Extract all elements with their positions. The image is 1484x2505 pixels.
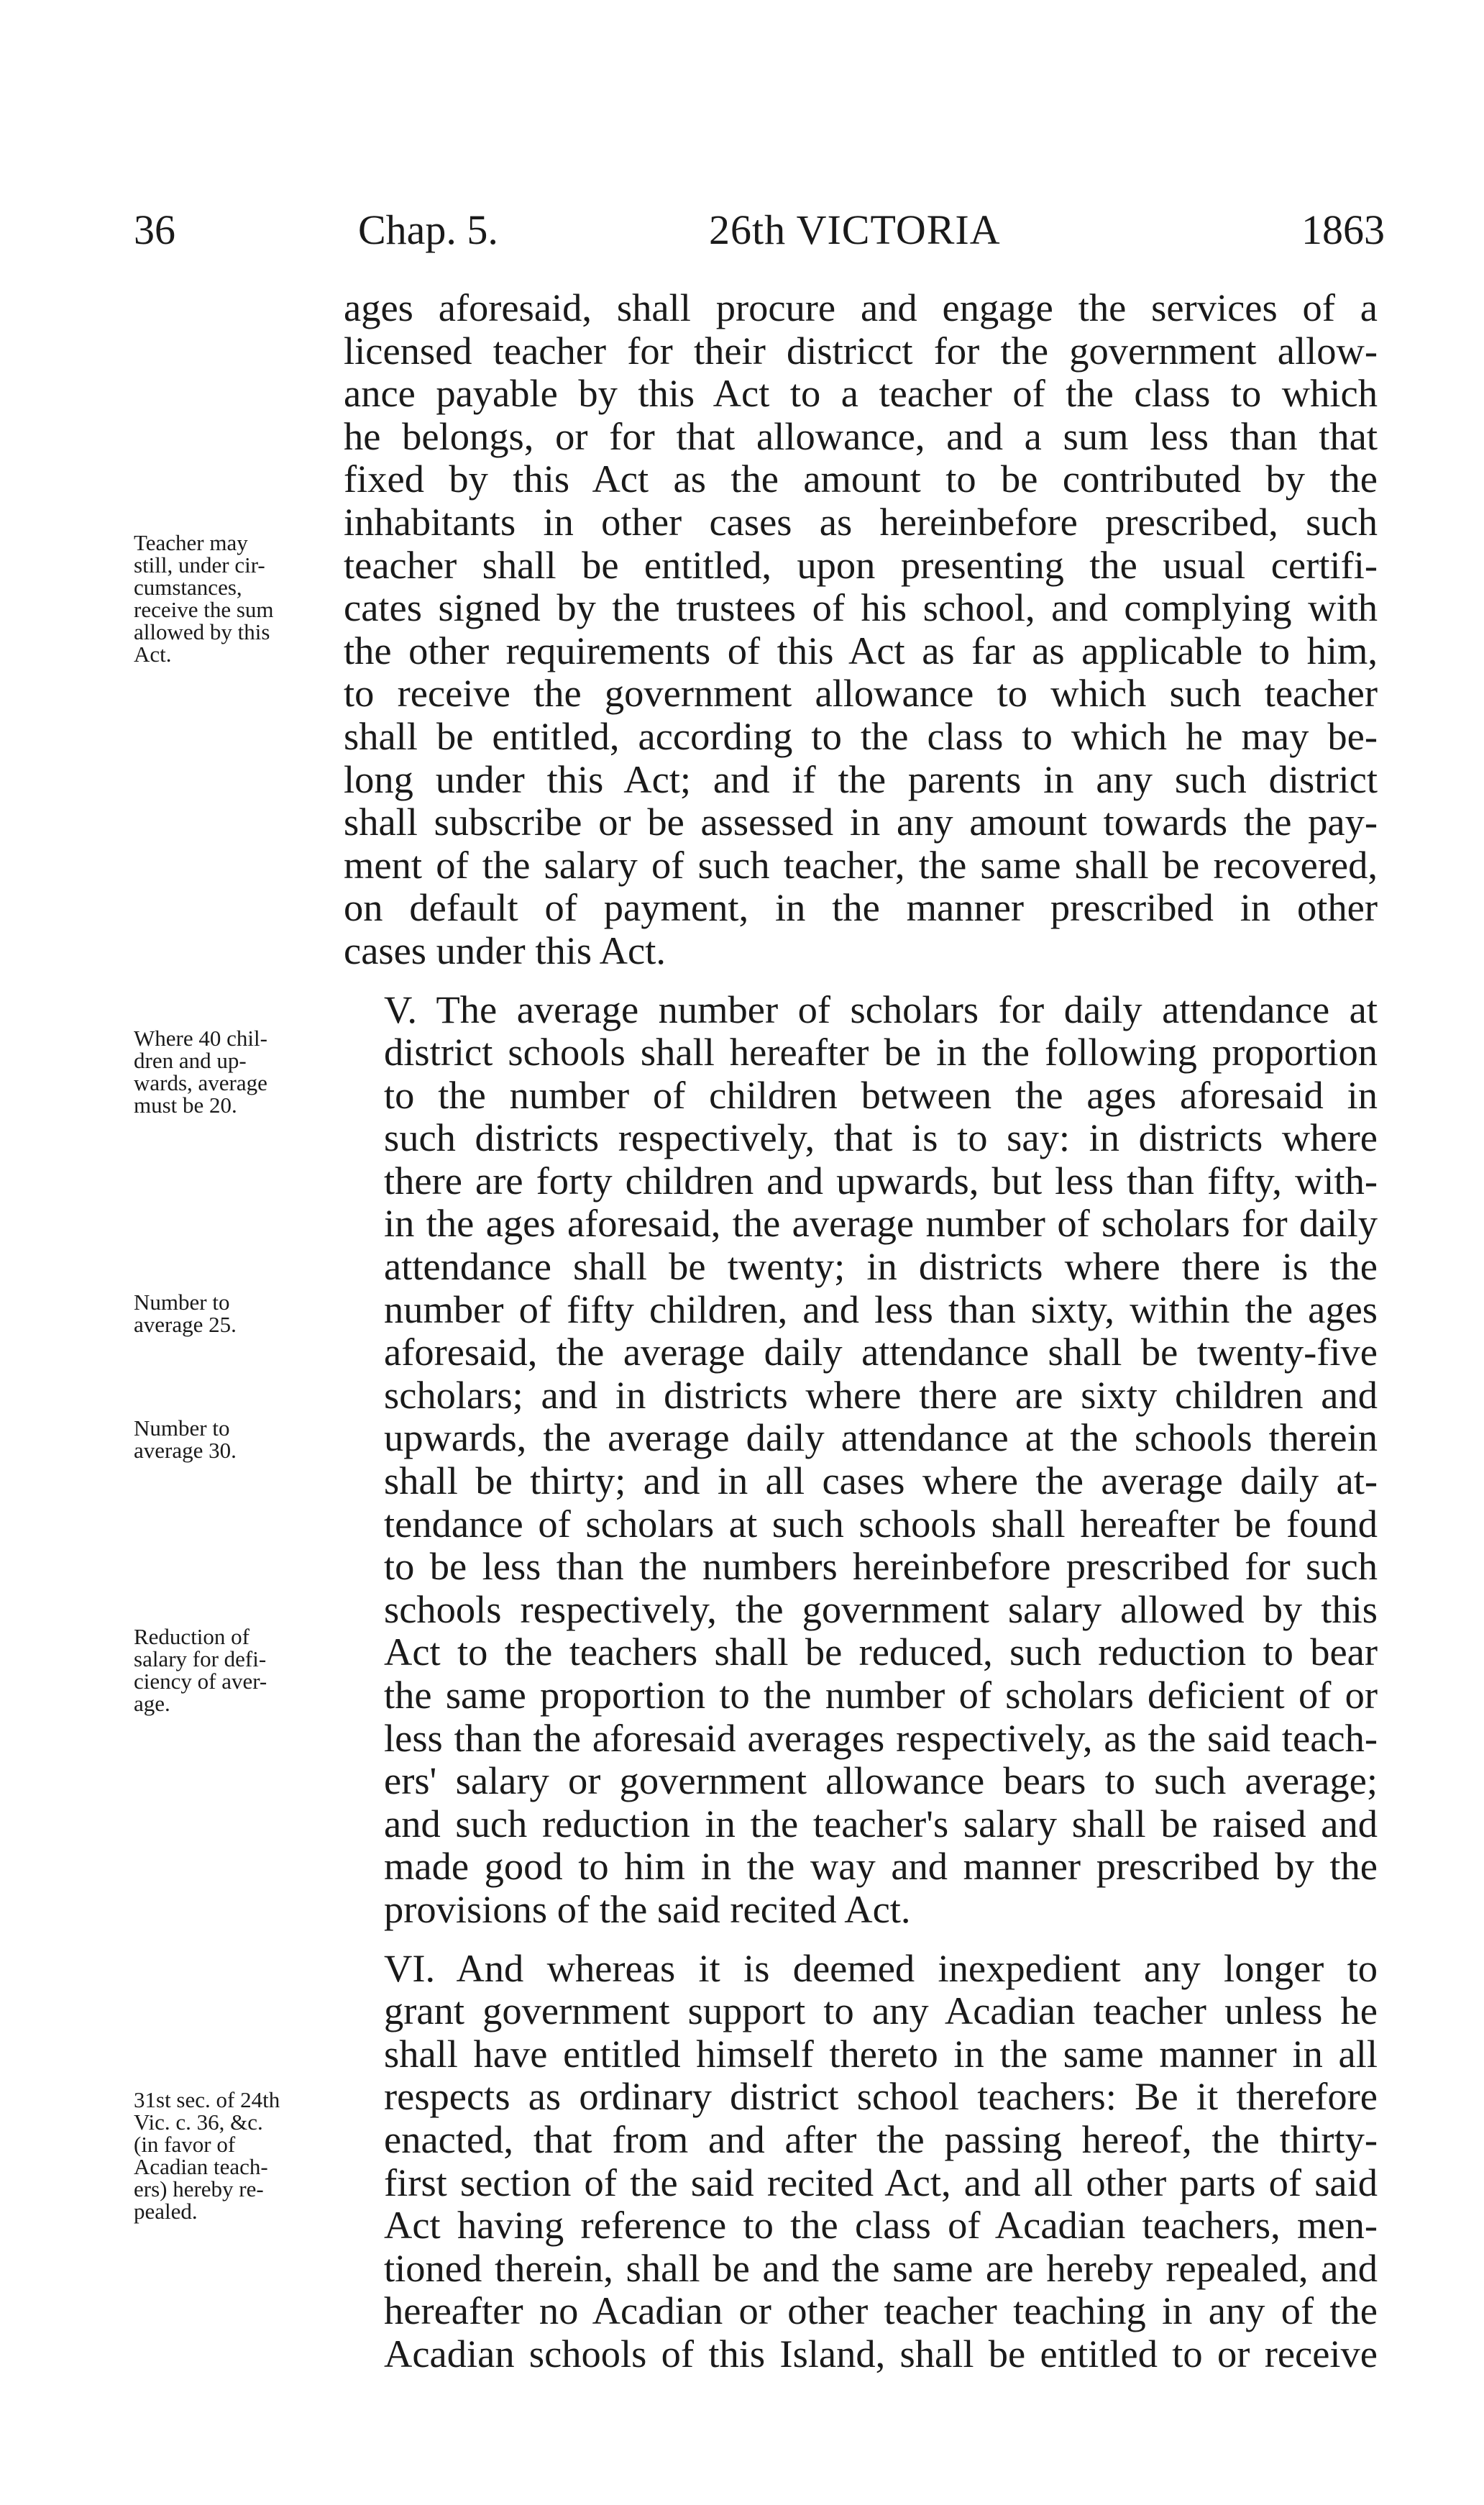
text-line: tendance of scholars at such schools shall hereafter be found: [384, 1501, 1378, 1546]
text-line: number of fifty children, and less than sixty, within the ages: [384, 1287, 1378, 1331]
text-line: long under this Act; and if the parents in any such district: [344, 757, 1378, 801]
text-line: provisions of the said recited Act.: [384, 1886, 911, 1931]
text-line: Act to the teachers shall be reduced, such reduction to bear: [384, 1630, 1378, 1674]
text-line: there are forty children and upwards, but less than fifty, with-: [384, 1158, 1378, 1203]
text-line: grant government support to any Acadian teacher unless he: [384, 1989, 1378, 2033]
text-line: Act having reference to the class of Acadian teachers, men-: [384, 2203, 1378, 2248]
text-line: ages aforesaid, shall procure and engage the services of a: [344, 286, 1378, 329]
text-line: hereafter no Acadian or other teacher teaching in any of the: [384, 2289, 1378, 2333]
text-line: less than the aforesaid averages respectively, as the said teach-: [384, 1715, 1378, 1760]
text-line: licensed teacher for their districct for the government allow-: [344, 328, 1378, 373]
text-line: on default of payment, in the manner prescribed in other: [344, 885, 1378, 930]
text-line: ance payable by this Act to a teacher of the class to which: [344, 371, 1378, 416]
margin-note-average-20: Where 40 chil- dren and up- wards, average must be 20.: [134, 1026, 267, 1118]
margin-note-salary-reduction: Reduction of salary for defi- ciency of aver- age.: [134, 1624, 267, 1716]
text-line: ers' salary or government allowance bears to such average;: [384, 1758, 1378, 1803]
text-line: upwards, the average daily attendance at the schools therein: [384, 1415, 1378, 1460]
text-line: VI. And whereas it is deemed inexpedient any longer to: [384, 1945, 1378, 1990]
text-line: such districts respectively, that is to say: in districts where: [384, 1115, 1378, 1160]
text-line: shall subscribe or be assessed in any amount towards the pay-: [344, 800, 1378, 844]
text-line: fixed by this Act as the amount to be contributed by the: [344, 457, 1378, 501]
chapter-label: Chap. 5.: [358, 206, 498, 253]
text-line: cases under this Act.: [344, 928, 667, 972]
text-line: to the number of children between the ages aforesaid in: [384, 1072, 1378, 1117]
text-line: schools respectively, the government salary allowed by this: [384, 1587, 1378, 1631]
margin-note-average-25: Number to average 25.: [134, 1290, 237, 1337]
text-line: teacher shall be entitled, upon presenting the usual certifi-: [344, 542, 1378, 587]
text-line: district schools shall hereafter be in the following proportion: [384, 1030, 1378, 1074]
text-line: shall be thirty; and in all cases where the average daily at-: [384, 1459, 1378, 1503]
text-line: to be less than the numbers hereinbefore prescribed for such: [384, 1544, 1378, 1589]
text-line: ment of the salary of such teacher, the same shall be recovered,: [344, 842, 1378, 887]
text-line: made good to him in the way and manner prescribed by the: [384, 1844, 1378, 1889]
text-line: the other requirements of this Act as far as applicable to him,: [344, 628, 1378, 672]
running-title: 26th VICTORIA: [709, 206, 1001, 253]
text-line: shall be entitled, according to the class to which he may be-: [344, 713, 1378, 758]
margin-note-teacher-allowance: Teacher may still, under cir- cumstances, receive the sum allowed by this Act.: [134, 530, 274, 667]
text-line: respects as ordinary district school teachers: Be it therefore: [384, 2074, 1378, 2119]
text-line: shall have entitled himself thereto in the same manner in all: [384, 2031, 1378, 2076]
text-line: V. The average number of scholars for daily attendance at: [384, 987, 1378, 1031]
text-line: scholars; and in districts where there are sixty children and: [384, 1372, 1378, 1417]
text-line: in the ages aforesaid, the average number of scholars for daily: [384, 1201, 1378, 1246]
margin-note-average-30: Number to average 30.: [134, 1415, 237, 1463]
text-line: inhabitants in other cases as hereinbefore prescribed, such: [344, 499, 1378, 544]
text-line: the same proportion to the number of scholars deficient of or: [384, 1673, 1378, 1717]
text-line: attendance shall be twenty; in districts where there is the: [384, 1244, 1378, 1289]
text-line: tioned therein, shall be and the same are hereby repealed, and: [384, 2245, 1378, 2290]
text-line: enacted, that from and after the passing hereof, the thirty-: [384, 2117, 1378, 2161]
page-number: 36: [134, 206, 175, 253]
text-line: aforesaid, the average daily attendance shall be twenty-five: [384, 1330, 1378, 1374]
body-text: [344, 286, 1378, 2376]
running-head: [134, 201, 1385, 259]
paragraph-section-vi: [344, 1947, 1378, 2376]
text-line: first section of the said recited Act, and all other parts of said: [384, 2160, 1378, 2204]
margin-note-section-repealed: 31st sec. of 24th Vic. c. 36, &c. (in favor of Acadian teach- ers) hereby re- pealed.: [134, 2087, 280, 2224]
text-line: Acadian schools of this Island, shall be entitled to or receive: [384, 2331, 1378, 2376]
text-line: and such reduction in the teacher's salary shall be raised and: [384, 1801, 1378, 1845]
text-line: cates signed by the trustees of his school, and complying with: [344, 585, 1378, 630]
text-line: to receive the government allowance to which such teacher: [344, 671, 1378, 716]
paragraph-continuation: [344, 286, 1378, 972]
paragraph-section-v: [344, 988, 1378, 1931]
text-line: he belongs, or for that allowance, and a sum less than that: [344, 414, 1378, 458]
year-label: 1863: [1301, 206, 1385, 253]
